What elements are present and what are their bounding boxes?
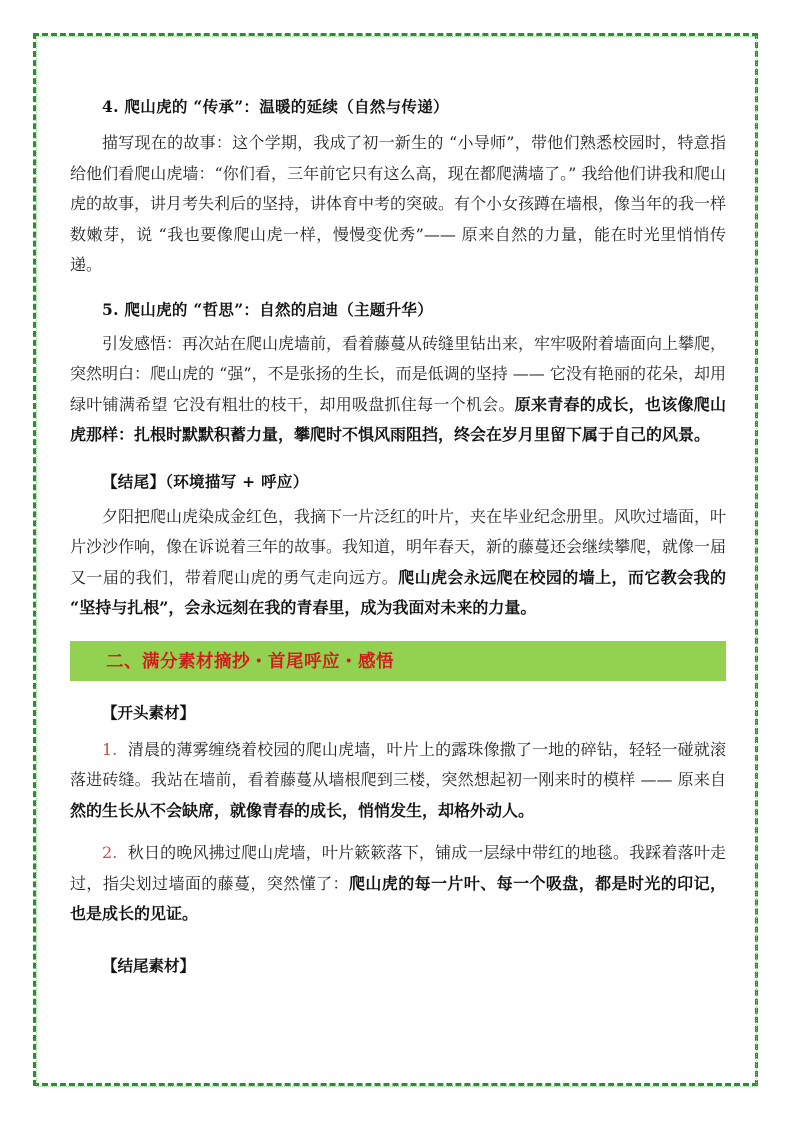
item-bold-text: 爬山虎的每一片叶、每一个吸盘，都是时光的印记，也是成长的见证。 xyxy=(70,873,726,923)
ending-material-heading: 【结尾素材】 xyxy=(102,955,196,975)
item-text: 秋日的晚风拂过爬山虎墙，叶片簌簌落下，铺成一层绿中带红的地毯。我踩着落叶走过，指尖划过墙面的藤蔓，突然懂了： xyxy=(70,843,727,893)
opening-material-item xyxy=(70,735,726,827)
section-5-paragraph xyxy=(70,329,726,451)
ending-heading: 【结尾】（环境描写 + 呼应） xyxy=(102,471,309,491)
item-number: 2. xyxy=(102,843,118,862)
ending-text: 夕阳把爬山虎染成金红色，我摘下一片泛红的叶片，夹在毕业纪念册里。风吹过墙面，叶片沙沙作响，像在诉说着三年的故事。我知道，明年春天，新的藤蔓还会继续攀爬，就像一届又一届的我们，带着爬山虎的勇气走向远方。 xyxy=(70,506,727,587)
section-5-bold-text: 原来青春的成长，也该像爬山虎那样：扎根时默默积蓄力量，攀爬时不惧风雨阻挡，终会在岁月里留下属于自己的风景。 xyxy=(70,394,726,444)
item-number: 1. xyxy=(102,739,118,759)
section-5-text: 引发感悟：再次站在爬山虎墙前，看着藤蔓从砖缝里钻出来，牢牢吸附着墙面向上攀爬，突然明白：爬山虎的 “强”，不是张扬的生长，而是低调的坚持 —— 它没有艳丽的花朵，却用绿叶铺满希望 它没有粗壮的枝干，却用吸盘抓住每一个机会。 xyxy=(70,333,727,414)
opening-material-item xyxy=(70,838,726,930)
opening-material-heading: 【开头素材】 xyxy=(102,702,196,722)
ending-bold-text: 爬山虎会永远爬在校园的墙上，而它教会我的 “坚持与扎根”，会永远刻在我的青春里，成为我面对未来的力量。 xyxy=(70,567,726,617)
item-text: 清晨的薄雾缠绕着校园的爬山虎墙，叶片上的露珠像撒了一地的碎钻，轻轻一碰就滚落进砖缝。我站在墙前，看着藤蔓从墙根爬到三楼，突然想起初一刚来时的模样 —— 原来自 xyxy=(70,739,727,789)
document-body xyxy=(70,96,726,976)
section-4-heading: 4. 爬山虎的 “传承”：温暖的延续（自然与传递） xyxy=(102,97,449,116)
banner-title: 二、满分素材摘抄・首尾呼应・感悟 xyxy=(106,652,394,672)
item-bold-text: 然的生长从不会缺席，就像青春的成长，悄悄发生，却格外动人。 xyxy=(70,800,535,820)
section-banner xyxy=(70,641,726,681)
ending-paragraph xyxy=(70,502,726,624)
section-5-heading: 5. 爬山虎的 “哲思”：自然的启迪（主题升华） xyxy=(102,299,434,319)
section-4-paragraph: 描写现在的故事：这个学期，我成了初一新生的 “小导师”，带他们熟悉校园时，特意指给他们看爬山虎墙：“你们看，三年前它只有这么高，现在都爬满墙了。” 我给他们讲我和爬山虎的故事，讲月考失利后的坚持，讲体育中考的突破。有个小女孩蹲在墙根，像当年的我一样数嫩芽，说 “我也要像爬山虎一样，慢慢变优秀”—— 原来自然的力量，能在时光里悄悄传递。 xyxy=(70,133,727,274)
